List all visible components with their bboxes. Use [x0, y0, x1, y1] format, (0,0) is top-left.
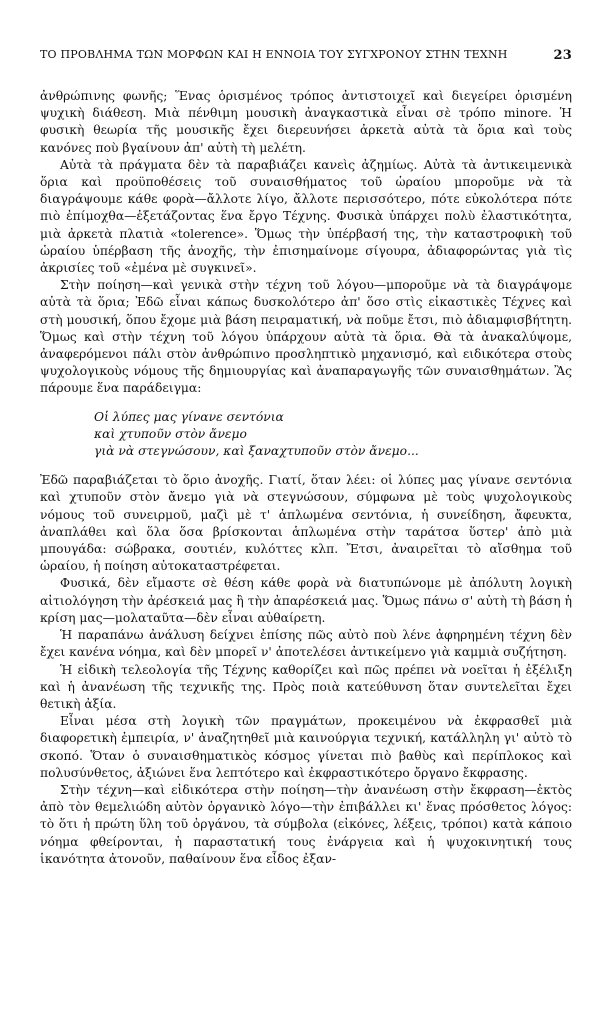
paragraph: Εἶναι μέσα στὴ λογικὴ τῶν πραγμάτων, προκειμένου νὰ ἐκφρασθεῖ μιὰ διαφορετικὴ ἐμπειρία, ν' ἀναζητηθεῖ μιὰ καινούργια τεχνική, κατάλληλη γι' αὐτὸ τὸ σκοπό. Ὅταν ὁ συναισθηματικὸς κόσμος γίνεται πιὸ βαθὺς καὶ περίπλοκος καὶ πολυσύνθετος, ἀξιώνει ἕνα λεπτότερο καὶ ἐκφραστικότερο ὄργανο ἔκφρασης. — [40, 714, 572, 780]
paragraph: Στὴν τέχνη—καὶ εἰδικότερα στὴν ποίηση—τὴν ἀνανέωση στὴν ἔκφραση—ἐκτὸς ἀπὸ τὸν θεμελιώδη αὐτὸν ὀργανικὸ λόγο—τὴν ἐπιβάλλει κι' ἕνας πρόσθετος λόγος: τὸ ὅτι ἡ πρώτη ὕλη τοῦ ὀργάνου, τὰ σύμβολα (εἰκόνες, λέξεις, τρόποι) κατὰ κάποιο νόημα φθείρονται, ἡ παραστατική τους ἐνάργεια καὶ ἡ ψυχοκινητική τους ἱκανότητα ἀτονοῦν, παθαίνουν ἕνα εἶδος ἐξαν- — [40, 782, 572, 866]
paragraph: Ἡ παραπάνω ἀνάλυση δείχνει ἐπίσης πῶς αὐτὸ ποὺ λένε ἀφηρημένη τέχνη δὲν ἔχει κανένα νόημα, καὶ δὲν μπορεῖ ν' ἀποτελέσει ἀντικείμενο γιὰ καμμιὰ συζήτηση. — [40, 628, 572, 660]
paragraph: Ἐδῶ παραβιάζεται τὸ ὅριο ἀνοχῆς. Γιατί, ὅταν λέει: οἱ λύπες μας γίνανε σεντόνια καὶ χτυποῦν στὸν ἄνεμο γιὰ νὰ στεγνώσουν, σύμφωνα μὲ τοὺς ψυχολογικοὺς νόμους τοῦ συνειρμοῦ, μαζὶ μὲ τ' ἁπλωμένα σεντόνια, ἡ συνείδηση, ἄφευκτα, ἀναπλάθει καὶ ὅλα ὅσα βρίσκονται ἁπλωμένα στὴν ταράτσα ὕστερ' ἀπὸ μιὰ μπουγάδα: σώβρακα, σουτιέν, κυλόττες κλπ. Ἔτσι, ἀναιρεῖται τὸ αἴσθημα τοῦ ὡραίου, ἡ ποίηση αὐτοκαταστρέφεται. — [40, 473, 572, 574]
paragraph: ἀνθρώπινης φωνῆς; Ἕνας ὁρισμένος τρόπος ἀντιστοιχεῖ καὶ διεγείρει ὁρισμένη ψυχικὴ διάθεση. Μιὰ πένθιμη μουσικὴ ἀναγκαστικὰ εἶναι σὲ τρόπο minore. Ἡ φυσικὴ θεωρία τῆς μουσικῆς ἔχει διερευνήσει ἀρκετὰ αὐτὰ τὰ ὅρια καὶ τοὺς κανόνες ποὺ βγαίνουν ἀπ' αὐτὴ τὴ μελέτη. — [40, 89, 572, 155]
page-number: 23 — [553, 48, 572, 63]
running-title: ΤΟ ΠΡΟΒΛΗΜΑ ΤΩΝ ΜΟΡΦΩΝ ΚΑΙ Η ΕΝΝΟΙΑ ΤΟΥ ΣΥΓΧΡΟΝΟΥ ΣΤΗΝ ΤΕΧΝΗ — [40, 48, 508, 61]
paragraph: Φυσικά, δὲν εἴμαστε σὲ θέση κάθε φορὰ νὰ διατυπώνομε μὲ ἀπόλυτη λογικὴ αἰτιολόγηση τὴν ἀρέσκειά μας ἢ τὴν ἀπαρέσκειά μας. Ὅμως πάνω σ' αὐτὴ τὴ βάση ἡ κρίση μας—μολαταῦτα—δὲν εἶναι αὐθαίρετη. — [40, 576, 572, 625]
page-body — [40, 88, 572, 868]
paragraph: Αὐτὰ τὰ πράγματα δὲν τὰ παραβιάζει κανεὶς ἀζημίως. Αὐτὰ τὰ ἀντικειμενικὰ ὅρια καὶ προϋποθέσεις τοῦ συναισθήματος τοῦ ὡραίου μποροῦμε νὰ τὰ διαγράψουμε κάθε φορὰ—ἄλλοτε λίγο, ἄλλοτε περισσότερο, πότε εὐκολότερα πότε πιὸ ἐπίμοχθα—ἐξετάζοντας ἕνα ἔργο Τέχνης. Φυσικὰ ὑπάρχει πολὺ ἐλαστικότητα, μιὰ ἀρκετὰ πλατιὰ «tolerence». Ὅμως τὴν ὑπέρβασή της, τὴν καταστροφικὴ τοῦ ὡραίου ὑπέρβαση τῆς ἀνοχῆς, τὴν ἐπισημαίνομε σίγουρα, ἀδιαφορώντας γιὰ τὶς ἀκρισίες τοῦ «ἐμένα μὲ συγκινεῖ». — [40, 157, 572, 276]
paragraph: Στὴν ποίηση—καὶ γενικὰ στὴν τέχνη τοῦ λόγου—μποροῦμε νὰ τὰ διαγράψομε αὐτὰ τὰ ὅρια; Ἐδῶ εἶναι κάπως δυσκολότερο ἀπ' ὅσο στὶς εἰκαστικὲς Τέχνες καὶ στὴ μουσική, ὅπου ἔχομε μιὰ βάση πειραματική, νὰ ποῦμε ἔτσι, πιὸ ἀδιαμφισβήτητη. Ὅμως καὶ στὴν τέχνη τοῦ λόγου ὑπάρχουν αὐτὰ τὰ ὅρια. Θὰ τὰ ἀνακαλύψομε, ἀναφερόμενοι πάλι στὸν ἀνθρώπινο προσληπτικὸ μηχανισμό, καὶ ειδικότερα στοὺς ψυχολογικοὺς νόμους τῆς δημιουργίας καὶ ἀναπαραγωγῆς τῶν συναισθημάτων. Ἂς πάρουμε ἕνα παράδειγμα: — [40, 278, 572, 396]
running-header — [40, 48, 572, 63]
verse-line: Οἱ λύπες μας γίνανε σεντόνια — [94, 409, 284, 424]
paragraph: Ἡ εἰδικὴ τελεολογία τῆς Τέχνης καθορίζει καὶ πῶς πρέπει νὰ νοεῖται ἡ ἐξέλιξη καὶ ἡ ἀνανέωση τῆς τεχνικῆς της. Πρὸς ποιὰ κατεύθυνση ὅταν συντελεῖται ἔχει θετικὴ ἀξία. — [40, 662, 572, 711]
verse-line: καὶ χτυποῦν στὸν ἄνεμο — [94, 426, 247, 441]
verse-line: γιὰ νὰ στεγνώσουν, καὶ ξαναχτυποῦν στὸν ἄνεμο... — [94, 444, 419, 459]
verse-quotation — [40, 409, 572, 461]
